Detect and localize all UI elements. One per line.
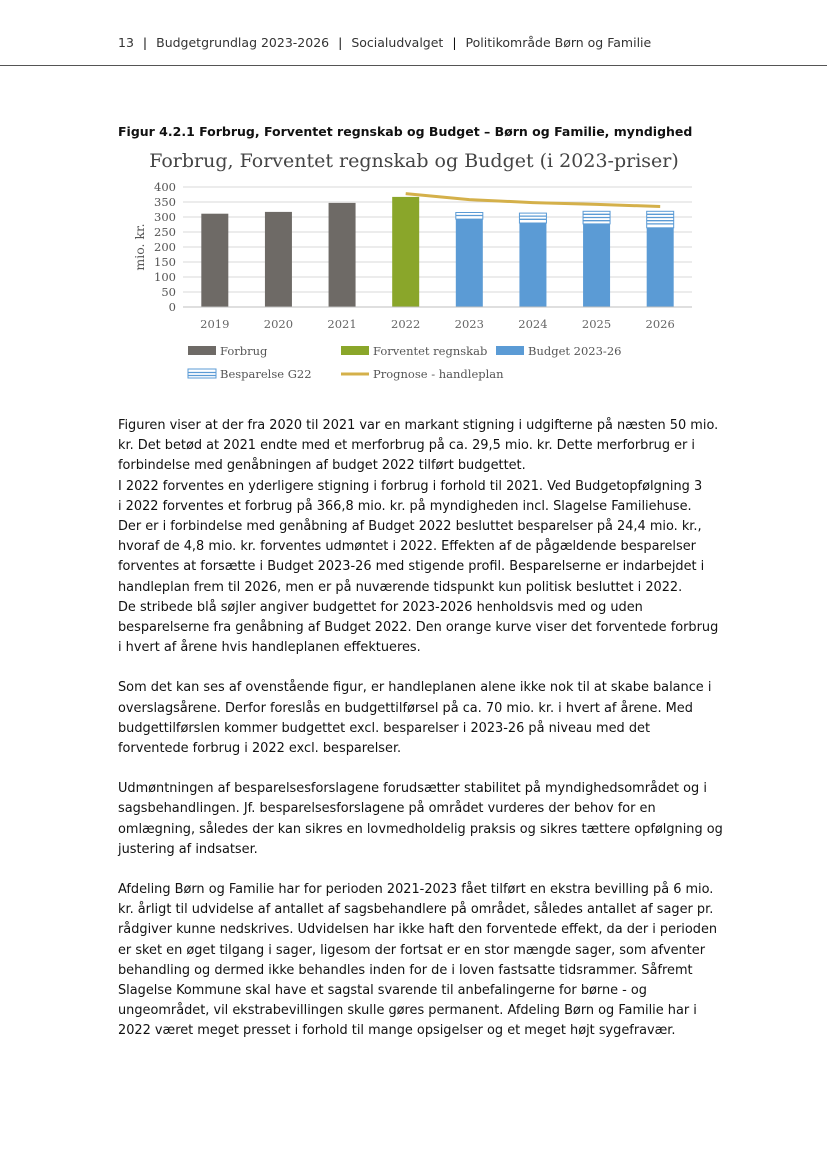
x-tick-label: 2022	[391, 317, 421, 331]
bar-forbrug	[265, 212, 292, 307]
paragraph-line: kr. Det betød at 2021 endte med et merforbrug på ca. 29,5 mio. kr. Dette merforbrug er i	[118, 438, 696, 454]
paragraph-line: er sket en øget tilgang i sager, ligesom der fortsat er en stor mængde sager, som afventer	[118, 942, 706, 958]
bar-besparelse-g22	[519, 213, 546, 223]
bar-chart	[118, 140, 710, 390]
paragraph-line: justering af indsatser.	[118, 841, 258, 857]
paragraph	[118, 779, 723, 860]
legend-forbrug-swatch	[188, 346, 216, 355]
paragraph-line: rådgiver kunne nedskrives. Udvidelsen har ikke haft den forventede effekt, da der i perioden	[118, 922, 718, 938]
y-tick-label: 300	[154, 210, 176, 224]
x-tick-label: 2026	[645, 317, 675, 331]
bar-budget-2023-26	[647, 228, 674, 307]
paragraph-line: hvoraf de 4,8 mio. kr. forventes udmøntet i 2022. Effekten af de pågældende besparelser	[118, 539, 696, 555]
legend-forventet-regnskab: Forventet regnskab	[373, 344, 488, 358]
legend-budget-2023-26: Budget 2023-26	[528, 344, 622, 358]
bar-budget-2023-26	[583, 224, 610, 307]
prognose-line	[406, 194, 661, 207]
y-tick-label: 200	[154, 240, 176, 254]
header-rule	[0, 65, 827, 66]
bar-forbrug	[329, 203, 356, 307]
paragraph-line: ungeområdet, vil ekstrabevillingen skulle gøres permanent. Afdeling Børn og Familie har i	[118, 1003, 697, 1019]
paragraph-line: Der er i forbindelse med genåbning af Budget 2022 besluttet besparelser på 24,4 mio. kr.,	[118, 519, 702, 535]
y-tick-label: 100	[154, 270, 176, 284]
y-tick-label: 50	[161, 285, 176, 299]
paragraph-line: behandling og dermed ikke behandles inden for de i loven fastsatte tidsrammer. Såfremt	[118, 962, 693, 978]
paragraph-line: Afdeling Børn og Familie har for perioden 2021-2023 fået tilført en ekstra bevilling på 6 mio.	[118, 882, 714, 898]
paragraph-line: forventes at forsætte i Budget 2023-26 med stigende profil. Besparelserne er indarbejdet i	[118, 559, 705, 575]
x-tick-label: 2023	[454, 317, 484, 331]
header-separator: |	[452, 35, 457, 50]
legend-forbrug: Forbrug	[220, 344, 268, 358]
x-tick-label: 2021	[327, 317, 357, 331]
paragraph-line: omlægning, således der kan sikres en lovmedholdelig praksis og sikres tættere opfølgning og	[118, 821, 723, 837]
header-separator: |	[338, 35, 343, 50]
y-tick-label: 150	[154, 255, 176, 269]
paragraph-line: i hvert af årene hvis handleplanen effektueres.	[118, 640, 421, 656]
paragraph-line: 2022 været meget presset i forhold til mange opsigelser og et meget højt sygefravær.	[118, 1023, 676, 1039]
committee-name: Socialudvalget	[351, 35, 444, 50]
paragraph-line: Som det kan ses af ovenstående figur, er handleplanen alene ikke nok til at skabe balance i	[118, 680, 712, 696]
x-tick-label: 2020	[263, 317, 294, 331]
paragraph-line: handleplan frem til 2026, men er på nuværende tidspunkt kun politisk besluttet i 2022.	[118, 579, 683, 595]
page-header	[118, 35, 651, 50]
y-tick-label: 0	[168, 300, 176, 314]
y-tick-label: 250	[154, 225, 176, 239]
x-tick-label: 2025	[581, 317, 612, 331]
y-tick-label: 400	[154, 180, 176, 194]
x-tick-label: 2019	[200, 317, 230, 331]
paragraph-line: Slagelse Kommune skal have et sagstal svarende til anbefalingerne for børne - og	[118, 983, 647, 999]
legend-forventet-regnskab-swatch	[341, 346, 369, 355]
figure-caption: Figur 4.2.1 Forbrug, Forventet regnskab og Budget – Børn og Familie, myndighed	[118, 124, 693, 139]
paragraph-line: forbindelse med genåbningen af budget 2022 tilført budgettet.	[118, 458, 526, 474]
paragraph-line: sagsbehandlingen. Jf. besparelsesforslagene på området vurderes der behov for en	[118, 801, 656, 817]
document-title: Budgetgrundlag 2023-2026	[156, 35, 330, 50]
paragraph-line: besparelserne fra genåbning af Budget 2022. Den orange kurve viser det forventede forbrug	[118, 620, 719, 636]
x-tick-label: 2024	[518, 317, 548, 331]
paragraph-line: De stribede blå søjler angiver budgettet for 2023-2026 henholdsvis med og uden	[118, 599, 643, 615]
chart-container	[118, 140, 710, 390]
paragraph-line: Figuren viser at der fra 2020 til 2021 var en markant stigning i udgifterne på næsten 50 mio.	[118, 418, 719, 433]
legend-besparelse-g22-swatch	[188, 369, 216, 378]
y-axis-label: mio. kr.	[132, 223, 147, 271]
legend-budget-2023-26-swatch	[496, 346, 524, 355]
paragraph-line: I 2022 forventes en yderligere stigning i forbrug i forhold til 2021. Ved Budgetopfølgning 3	[118, 478, 703, 494]
paragraph	[118, 678, 710, 759]
paragraph-line: i 2022 forventes et forbrug på 366,8 mio. kr. på myndigheden incl. Slagelse Familiehuse.	[118, 498, 692, 514]
page-number: 13	[118, 35, 134, 50]
bar-forbrug	[201, 214, 228, 307]
legend-besparelse-g22: Besparelse G22	[220, 367, 312, 381]
paragraph-line: forventede forbrug i 2022 excl. besparelser.	[118, 741, 402, 757]
legend-prognose-handleplan: Prognose - handleplan	[373, 367, 504, 381]
policy-area: Politikområde Børn og Familie	[465, 35, 652, 50]
header-separator: |	[142, 35, 148, 50]
bar-budget-2023-26	[519, 223, 546, 307]
bar-budget-2023-26	[456, 219, 483, 307]
paragraph-line: kr. årligt til udvidelse af antallet af sagsbehandlere på området, således antallet af sager pr.	[118, 902, 714, 918]
paragraph-line: Udmøntningen af besparelsesforslagene forudsætter stabilitet på myndighedsområdet og i	[118, 781, 707, 797]
paragraph-line: overslagsårene. Derfor foreslås en budgettilførsel på ca. 70 mio. kr. i hvert af årene. Med	[118, 700, 693, 716]
paragraph	[118, 880, 718, 1042]
chart-title: Forbrug, Forventet regnskab og Budget (i 2023-priser)	[149, 150, 679, 172]
body-text	[118, 416, 723, 1042]
paragraph	[118, 416, 719, 658]
bar-forventet-regnskab	[392, 197, 419, 307]
y-tick-label: 350	[154, 195, 176, 209]
paragraph-line: budgettilførslen kommer budgettet excl. besparelser i 2023-26 på niveau med det	[118, 720, 650, 736]
